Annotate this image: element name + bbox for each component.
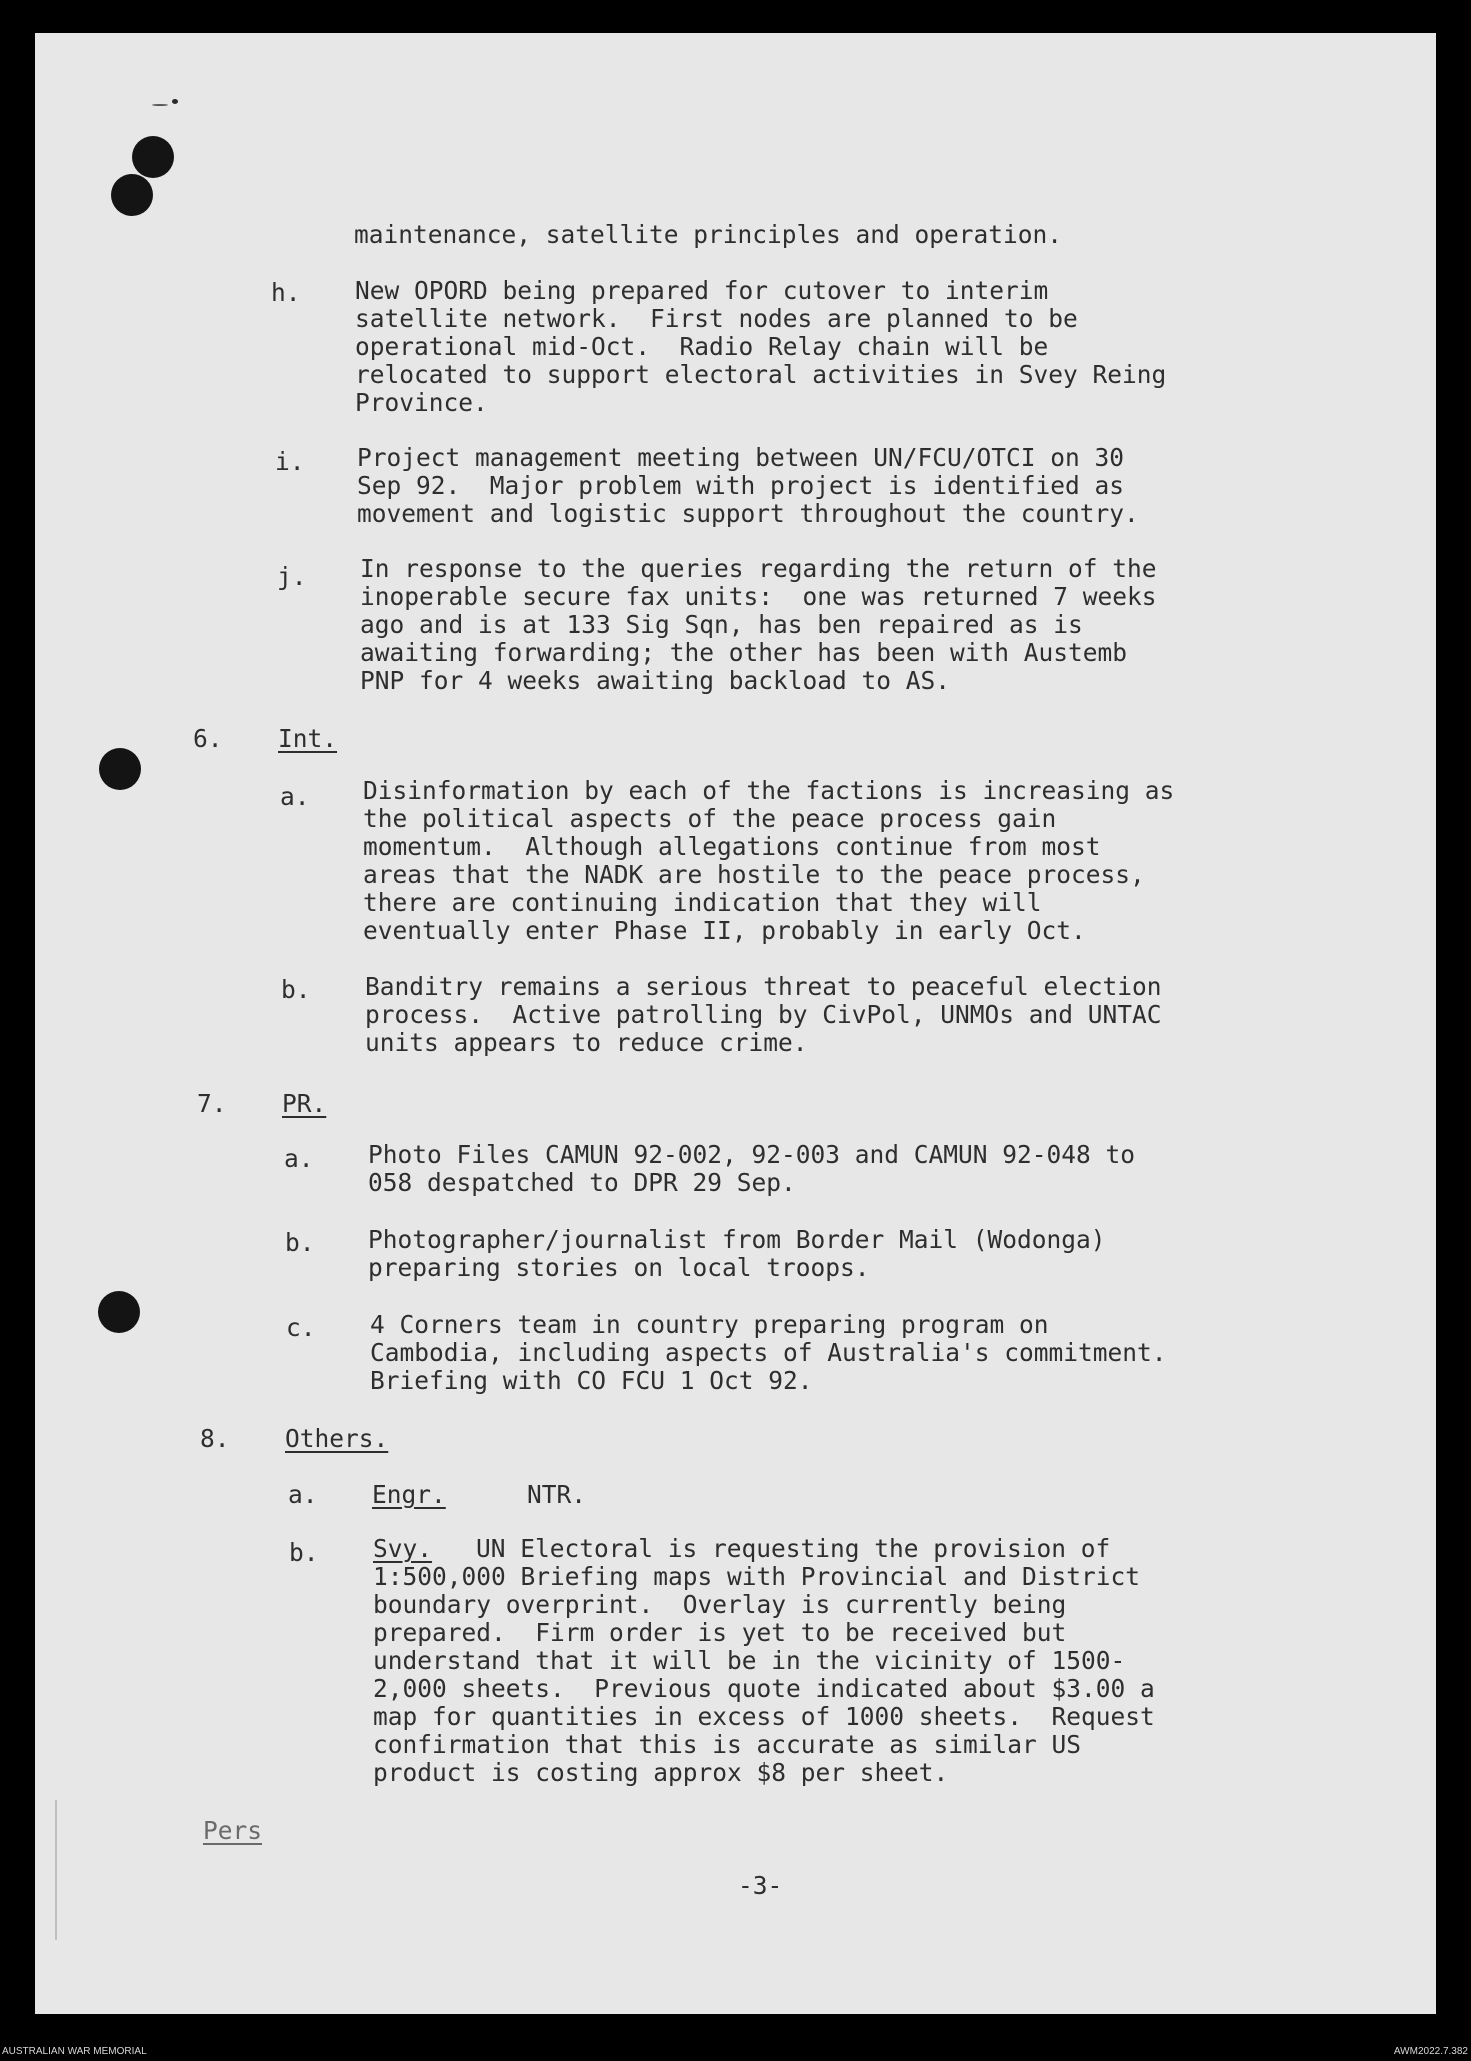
section-heading: Int. <box>278 724 338 753</box>
item-line: 058 despatched to DPR 29 Sep. <box>368 1168 796 1197</box>
item-line: operational mid-Oct. Radio Relay chain will be <box>355 332 1049 361</box>
item-line: Province. <box>355 388 488 417</box>
item-line: prepared. Firm order is yet to be received but <box>373 1618 1067 1647</box>
punch-hole <box>99 748 141 790</box>
margin-mark <box>55 1800 57 1940</box>
item-line: Disinformation by each of the factions is increasing as <box>363 776 1175 805</box>
item-line: movement and logistic support throughout the country. <box>357 499 1139 528</box>
item-line: momentum. Although allegations continue from most <box>363 832 1101 861</box>
item-letter: i. <box>275 447 305 476</box>
item-line: Photographer/journalist from Border Mail (Wodonga) <box>368 1225 1106 1254</box>
item-line: Photo Files CAMUN 92-002, 92-003 and CAMUN 92-048 to <box>368 1140 1136 1169</box>
item-line: process. Active patrolling by CivPol, UNMOs and UNTAC <box>365 1000 1162 1029</box>
item-line: relocated to support electoral activities in Svey Reing <box>355 360 1167 389</box>
section-heading: PR. <box>282 1089 327 1118</box>
item-line: areas that the NADK are hostile to the peace process, <box>363 860 1145 889</box>
item-line: Cambodia, including aspects of Australia's commitment. <box>370 1338 1167 1367</box>
section-number: 8. <box>200 1424 230 1453</box>
item-letter: h. <box>271 278 301 307</box>
section-number: 7. <box>197 1089 227 1118</box>
punch-hole <box>132 136 174 178</box>
item-line: product is costing approx $8 per sheet. <box>373 1758 949 1787</box>
item-letter: b. <box>285 1228 315 1257</box>
page-number: -3- <box>738 1871 783 1900</box>
item-letter: a. <box>280 782 310 811</box>
item-line: inoperable secure fax units: one was returned 7 weeks <box>360 582 1157 611</box>
punch-hole <box>98 1291 140 1333</box>
punch-hole <box>111 174 153 216</box>
item-line: eventually enter Phase II, probably in early Oct. <box>363 916 1086 945</box>
item-line: Banditry remains a serious threat to peaceful election <box>365 972 1162 1001</box>
paper-speck <box>152 104 168 106</box>
item-line: 2,000 sheets. Previous quote indicated about $3.00 a <box>373 1674 1155 1703</box>
archive-reference: AWM2022.7.382 <box>1393 2046 1468 2057</box>
item-line: confirmation that this is accurate as similar US <box>373 1730 1082 1759</box>
catchword: Pers <box>203 1816 263 1845</box>
item-letter: b. <box>289 1538 319 1567</box>
continued-line: maintenance, satellite principles and operation. <box>354 220 1063 249</box>
archive-credit: AUSTRALIAN WAR MEMORIAL <box>2 2046 147 2057</box>
item-letter: c. <box>286 1313 316 1342</box>
item-line: map for quantities in excess of 1000 sheets. Request <box>373 1702 1155 1731</box>
item-line: Sep 92. Major problem with project is identified as <box>357 471 1125 500</box>
item-line: 4 Corners team in country preparing program on <box>370 1310 1049 1339</box>
sub-heading: Svy. <box>373 1534 433 1563</box>
item-line: boundary overprint. Overlay is currently being <box>373 1590 1067 1619</box>
item-letter: a. <box>288 1480 318 1509</box>
item-letter: a. <box>284 1144 314 1173</box>
item-line: Project management meeting between UN/FCU/OTCI on 30 <box>357 443 1125 472</box>
item-line: ago and is at 133 Sig Sqn, has ben repaired as is <box>360 610 1083 639</box>
item-line: 1:500,000 Briefing maps with Provincial and District <box>373 1562 1141 1591</box>
item-line: awaiting forwarding; the other has been with Austemb <box>360 638 1128 667</box>
item-letter: b. <box>281 975 311 1004</box>
item-line: In response to the queries regarding the return of the <box>360 554 1157 583</box>
sub-heading: Engr. <box>372 1480 446 1509</box>
item-line: understand that it will be in the vicinity of 1500- <box>373 1646 1126 1675</box>
section-number: 6. <box>193 724 223 753</box>
paper-speck <box>172 99 178 104</box>
item-line: units appears to reduce crime. <box>365 1028 808 1057</box>
item-line: PNP for 4 weeks awaiting backload to AS. <box>360 666 951 695</box>
item-line: New OPORD being prepared for cutover to interim <box>355 276 1049 305</box>
section-heading: Others. <box>285 1424 389 1453</box>
item-line: preparing stories on local troops. <box>368 1253 870 1282</box>
item-line: NTR. <box>527 1480 587 1509</box>
item-line: the political aspects of the peace process gain <box>363 804 1057 833</box>
item-line: there are continuing indication that they will <box>363 888 1042 917</box>
item-line: satellite network. First nodes are planned to be <box>355 304 1078 333</box>
item-letter: j. <box>277 562 307 591</box>
item-line: UN Electoral is requesting the provision of <box>476 1534 1111 1563</box>
item-line: Briefing with CO FCU 1 Oct 92. <box>370 1366 813 1395</box>
